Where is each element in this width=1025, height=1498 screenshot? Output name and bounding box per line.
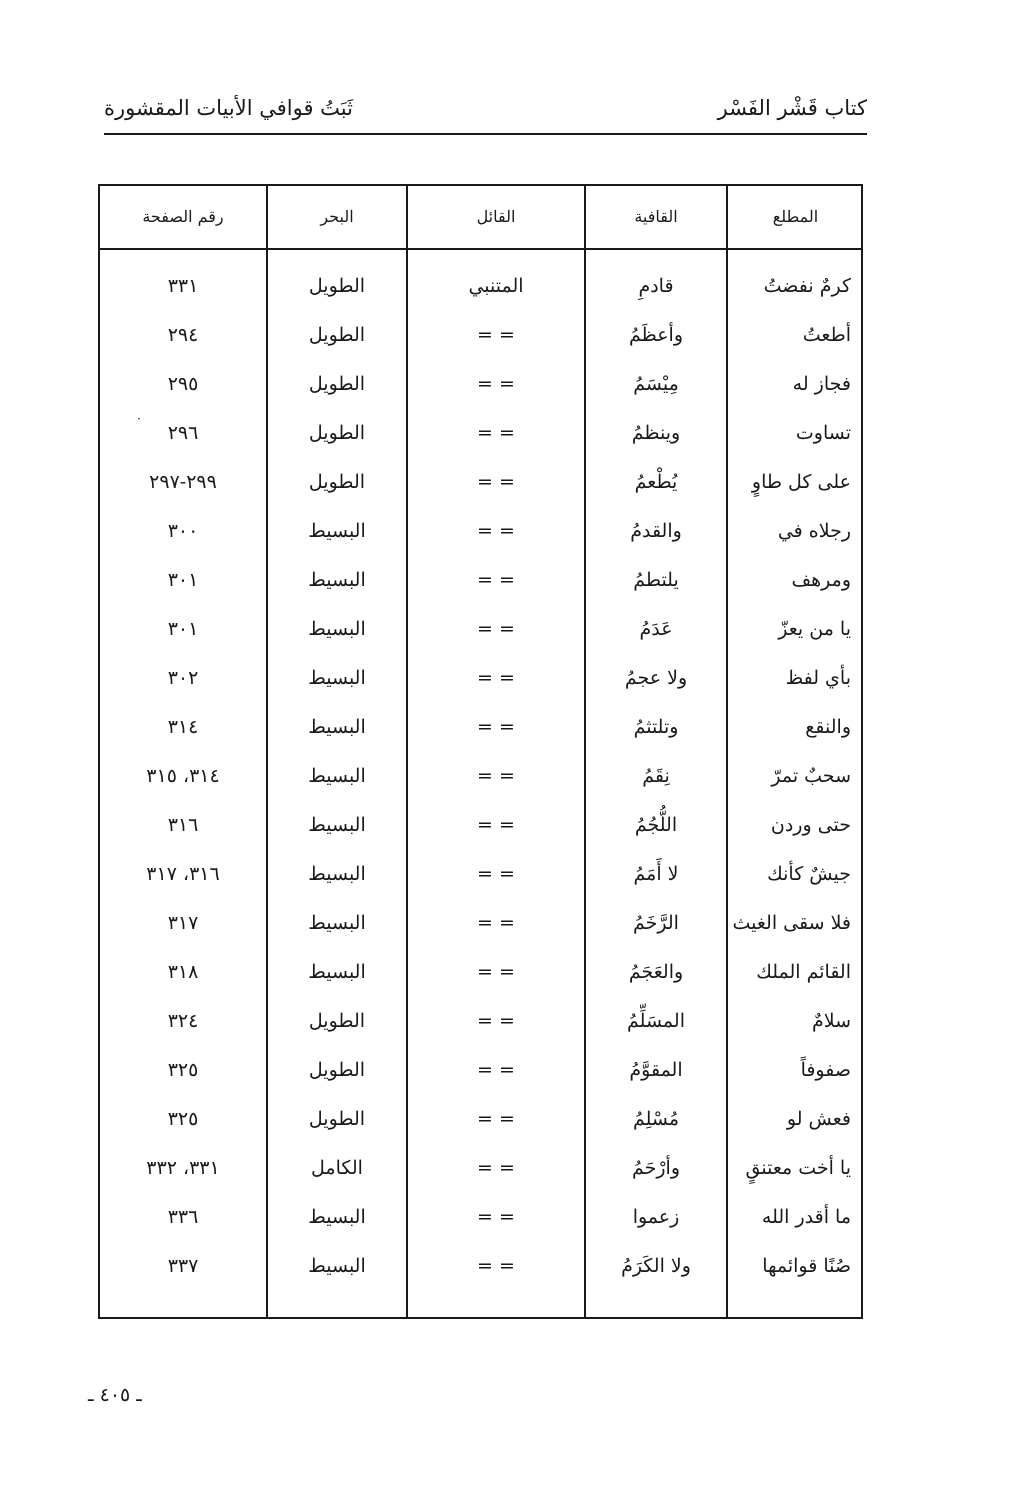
cell-page: ٣٢٤	[167, 1010, 199, 1032]
cell-matla: أطعتُ	[802, 324, 851, 346]
table-row	[100, 1144, 861, 1193]
cell-bahr: البسيط	[308, 1255, 366, 1277]
cell-qaail: = =	[477, 1010, 515, 1032]
cell-bahr: الطويل	[308, 1059, 366, 1081]
cell-page: ٣١٦	[167, 814, 199, 836]
table-row	[100, 801, 861, 850]
column-header-qafiya: القافية	[634, 207, 678, 226]
cell-matla: فجاز له	[792, 373, 851, 395]
cell-page: ٣١٤، ٣١٥	[146, 765, 220, 787]
cell-matla: والنقع	[805, 716, 851, 738]
cell-matla: حتى وردن	[770, 814, 851, 836]
cell-qafiya: مِيْسَمُ	[633, 373, 679, 395]
rhymes-table	[98, 184, 863, 1319]
cell-page: ٣٣١، ٣٣٢	[146, 1157, 220, 1179]
cell-page: ٣٠١	[167, 569, 199, 591]
cell-matla: على كل طاوٍ	[751, 471, 851, 493]
cell-bahr: الطويل	[308, 471, 366, 493]
cell-matla: سلامٌ	[811, 1010, 851, 1032]
table-row	[100, 1095, 861, 1144]
cell-qaail: = =	[477, 961, 515, 983]
cell-qaail: = =	[477, 569, 515, 591]
table-row	[100, 1193, 861, 1242]
cell-bahr: الطويل	[308, 324, 366, 346]
cell-matla: القائم الملك	[756, 961, 851, 983]
cell-qafiya: عَدَمُ	[639, 618, 673, 640]
cell-qaail: = =	[477, 1157, 515, 1179]
cell-qafiya: ولا الكَرَمُ	[621, 1255, 691, 1277]
cell-qaail: = =	[477, 422, 515, 444]
cell-page: ٢٩٩-٢٩٧	[149, 471, 217, 493]
table-row	[100, 1242, 861, 1291]
cell-qafiya: يُطْعمُ	[634, 471, 678, 493]
cell-matla: بأي لفظ	[785, 667, 851, 689]
cell-qafiya: الرَّخَمُ	[633, 912, 679, 934]
section-title: ثَبَتُ قوافي الأبيات المقشورة	[104, 96, 353, 120]
cell-qafiya: والقدمُ	[630, 520, 682, 542]
cell-bahr: البسيط	[308, 618, 366, 640]
cell-matla: صُنًا قوائمها	[762, 1255, 851, 1277]
cell-bahr: الطويل	[308, 422, 366, 444]
cell-qafiya: المسَلِّمُ	[627, 1010, 685, 1032]
cell-matla: جيشٌ كأنك	[767, 863, 851, 885]
cell-page: ٣٣٧	[167, 1255, 199, 1277]
cell-qafiya: ولا عجمُ	[624, 667, 688, 689]
cell-page: ٣١٧	[167, 912, 199, 934]
cell-qaail: = =	[477, 863, 515, 885]
table-row	[100, 1046, 861, 1095]
column-header-bahr: البحر	[320, 207, 354, 226]
cell-qaail: = =	[477, 814, 515, 836]
cell-page: ٣٠١	[167, 618, 199, 640]
cell-qaail: = =	[477, 324, 515, 346]
cell-qafiya: يلتطمُ	[633, 569, 679, 591]
header-divider	[100, 248, 861, 250]
page-number: ـ ٤٠٥ ـ	[88, 1384, 142, 1406]
cell-page: ٣٣١	[167, 275, 199, 297]
cell-matla: رجلاه في	[777, 520, 851, 542]
cell-matla: ومرهف	[791, 569, 851, 591]
cell-qafiya: مُسْلِمُ	[632, 1108, 680, 1130]
cell-matla: فعش لو	[786, 1108, 851, 1130]
cell-bahr: البسيط	[308, 863, 366, 885]
cell-matla: صفوفاً	[800, 1059, 851, 1081]
table-row	[100, 409, 861, 458]
cell-matla: يا أخت معتنقٍ	[745, 1157, 851, 1179]
cell-bahr: الطويل	[308, 275, 366, 297]
cell-qaail: = =	[477, 471, 515, 493]
table-row	[100, 507, 861, 556]
cell-qaail: = =	[477, 1206, 515, 1228]
table-row	[100, 311, 861, 360]
cell-matla: سحبٌ تمرّ	[771, 765, 851, 787]
column-header-page: رقم الصفحة	[142, 207, 224, 226]
table-row	[100, 458, 861, 507]
cell-bahr: البسيط	[308, 961, 366, 983]
cell-page: ٣١٤	[167, 716, 199, 738]
cell-bahr: الطويل	[308, 1010, 366, 1032]
column-header-qaail: القائل	[476, 207, 516, 226]
cell-qafiya: نِقَمُ	[642, 765, 670, 787]
stray-mark: ·	[137, 412, 141, 426]
cell-qaail: = =	[477, 1108, 515, 1130]
cell-qaail: = =	[477, 716, 515, 738]
cell-bahr: البسيط	[308, 520, 366, 542]
cell-qafiya: اللُّجُمُ	[634, 814, 678, 836]
table-row	[100, 948, 861, 997]
cell-qaail: = =	[477, 520, 515, 542]
cell-matla: تساوت	[795, 422, 851, 444]
cell-page: ٢٩٤	[167, 324, 199, 346]
table-row	[100, 997, 861, 1046]
cell-page: ٣٠٢	[167, 667, 199, 689]
cell-bahr: الطويل	[308, 373, 366, 395]
cell-page: ٣٣٦	[167, 1206, 199, 1228]
cell-qaail: = =	[477, 765, 515, 787]
table-row	[100, 605, 861, 654]
table-row	[100, 703, 861, 752]
cell-bahr: البسيط	[308, 765, 366, 787]
cell-bahr: الطويل	[308, 1108, 366, 1130]
cell-bahr: البسيط	[308, 667, 366, 689]
cell-page: ٣٠٠	[167, 520, 199, 542]
cell-qafiya: وأرْحَمُ	[631, 1157, 681, 1179]
cell-qafiya: قادمِ	[638, 275, 674, 297]
cell-qafiya: والعَجَمُ	[628, 961, 684, 983]
cell-qafiya: وأعظَمُ	[628, 324, 684, 346]
cell-page: ٣٢٥	[167, 1108, 199, 1130]
table-row	[100, 360, 861, 409]
table-row	[100, 556, 861, 605]
cell-page: ٣٢٥	[167, 1059, 199, 1081]
running-header	[104, 96, 867, 130]
book-title: كتاب قَشْر الفَسْر	[717, 96, 867, 120]
cell-page: ٢٩٥	[167, 373, 199, 395]
cell-qafiya: لا أَمَمُ	[633, 863, 679, 885]
cell-qafiya: وينظمُ	[631, 422, 681, 444]
cell-matla: فلا سقى الغيث	[732, 912, 851, 934]
cell-qaail: = =	[477, 912, 515, 934]
cell-bahr: البسيط	[308, 814, 366, 836]
cell-qaail: = =	[477, 373, 515, 395]
table-row	[100, 899, 861, 948]
cell-page: ٢٩٦	[167, 422, 199, 444]
cell-bahr: البسيط	[308, 1206, 366, 1228]
cell-bahr: البسيط	[308, 716, 366, 738]
cell-page: ٣١٦، ٣١٧	[146, 863, 220, 885]
cell-bahr: البسيط	[308, 912, 366, 934]
cell-bahr: الكامل	[311, 1157, 363, 1179]
cell-qaail: = =	[477, 1059, 515, 1081]
table-row	[100, 654, 861, 703]
cell-qafiya: زعموا	[632, 1206, 680, 1228]
cell-qaail: = =	[477, 1255, 515, 1277]
cell-bahr: البسيط	[308, 569, 366, 591]
cell-qaail: = =	[477, 618, 515, 640]
column-header-matla: المطلع	[772, 207, 819, 226]
cell-qaail: = =	[477, 667, 515, 689]
cell-matla: ما أقدر الله	[761, 1206, 851, 1228]
cell-matla: كرمٌ نفضتُ	[763, 275, 851, 297]
cell-qafiya: وتلتثمُ	[633, 716, 679, 738]
table-row	[100, 850, 861, 899]
cell-matla: يا من يعزّ	[778, 618, 851, 640]
table-row	[100, 752, 861, 801]
cell-page: ٣١٨	[167, 961, 199, 983]
table-row	[100, 262, 861, 311]
cell-qafiya: المقوَّمُ	[629, 1059, 683, 1081]
cell-qaail: المتنبي	[468, 275, 524, 297]
header-rule	[104, 133, 867, 135]
